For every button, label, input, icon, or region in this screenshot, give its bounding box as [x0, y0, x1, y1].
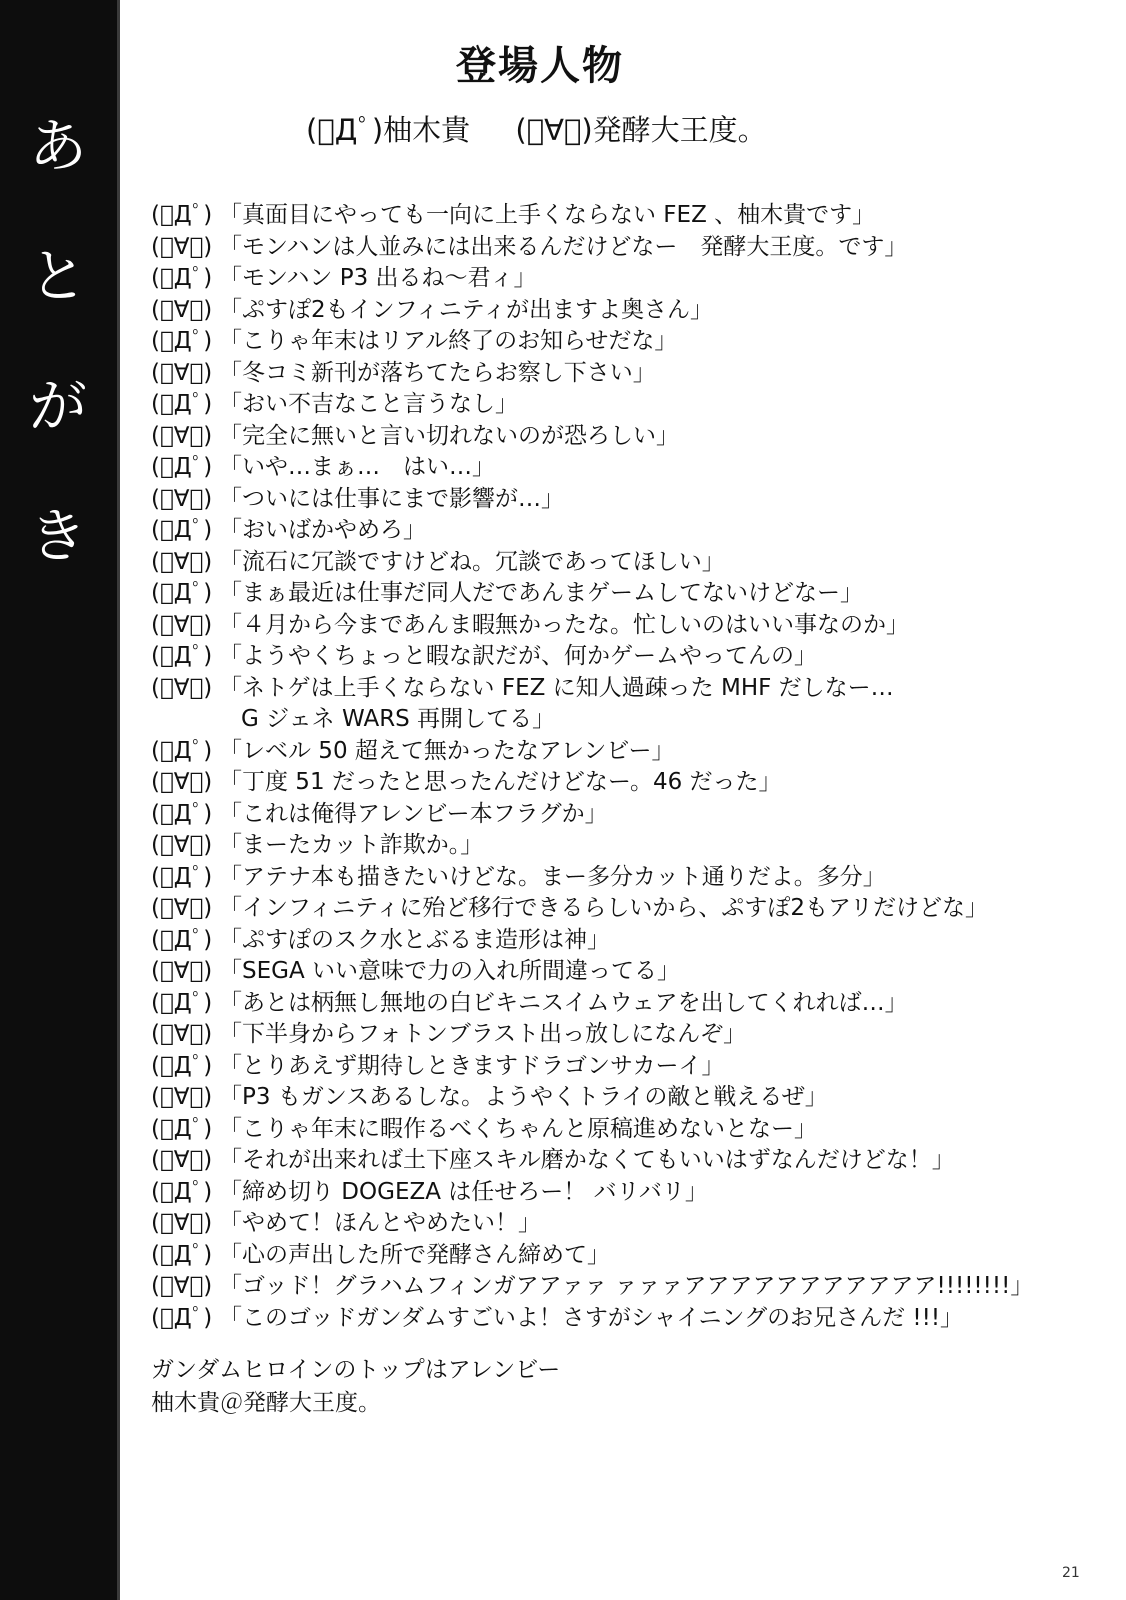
dialogue-line [151, 578, 1051, 610]
sidebar-title-char: き [28, 502, 87, 570]
dialogue-text: 「こりゃ年末に暇作るべくちゃんと原稿進めないとなー」 [219, 1115, 817, 1142]
speaker-emoticon: (ﾟ∀ﾟ) [151, 895, 213, 921]
speaker-emoticon: (ﾟДﾟ) [151, 1178, 213, 1205]
sidebar-divider [117, 0, 120, 1600]
dialogue-line [151, 295, 1051, 327]
dialogue-line [151, 862, 1051, 894]
speaker-emoticon: (ﾟ∀ﾟ) [151, 1084, 213, 1110]
sidebar-title-char: と [28, 242, 87, 310]
cast-member-yuzuki: (ﾟДﾟ)柚木貴 [306, 113, 471, 147]
dialogue-line [151, 1082, 1051, 1114]
speaker-emoticon: (ﾟДﾟ) [151, 926, 213, 953]
dialogue-line [151, 704, 1051, 736]
speaker-emoticon: (ﾟ∀ﾟ) [151, 548, 213, 575]
dialogue-line [151, 484, 1051, 516]
dialogue-text: 「これは俺得アレンビー本フラグか」 [219, 800, 608, 827]
dialogue-line [151, 389, 1051, 421]
signoff-signature: 柚木貴＠発酵大王度。 [151, 1390, 381, 1416]
speaker-emoticon: (ﾟДﾟ) [151, 989, 213, 1016]
dialogue-text: 「レベル 50 超えて無かったなアレンビー」 [219, 737, 675, 764]
dialogue-text: 「とりあえず期待しときますドラゴンサカーイ」 [219, 1052, 725, 1079]
speaker-emoticon: (ﾟ∀ﾟ) [151, 359, 213, 386]
dialogue-text: 「アテナ本も描きたいけどな。まー多分カット通りだよ。多分」 [219, 863, 886, 890]
dialogue-text: 「ようやくちょっと暇な訳だが、何かゲームやってんの」 [219, 643, 817, 669]
speaker-emoticon: (ﾟ∀ﾟ) [151, 611, 213, 638]
dialogue-text: 「おいばかやめろ」 [219, 517, 426, 543]
dialogue-text: 「それが出来れば土下座スキル磨かなくてもいいはずなんだけどな！」 [219, 1147, 955, 1173]
speaker-emoticon: (ﾟ∀ﾟ) [151, 1273, 213, 1299]
dialogue-line [151, 1271, 1051, 1303]
dialogue-text: 「いや…まぁ… はい…」 [219, 454, 495, 480]
dialogue-text: 「心の声出した所で発酵さん締めて」 [219, 1241, 610, 1268]
dialogue-line [151, 610, 1051, 642]
dialogue-line [151, 1114, 1051, 1146]
dialogue-line [151, 452, 1051, 484]
dialogue-line [151, 830, 1051, 862]
dialogue-block [151, 200, 1051, 1334]
dialogue-text: 「まぁ最近は仕事だ同人だであんまゲームしてないけどなー」 [219, 580, 863, 606]
dialogue-line [151, 1051, 1051, 1083]
dialogue-line [151, 200, 1051, 232]
dialogue-text: 「このゴッドガンダムすごいよ！さすがシャイニングのお兄さんだ !!!」 [219, 1304, 964, 1331]
dialogue-line [151, 232, 1051, 264]
dialogue-text: 「真面目にやっても一向に上手くならない FEZ 、柚木貴です」 [219, 202, 876, 228]
dialogue-text: 「締め切り DOGEZA は任せろー！ バリバリ」 [219, 1178, 708, 1205]
dialogue-text: 「ぷすぽのスク水とぶるま造形は神」 [219, 926, 610, 953]
speaker-emoticon: (ﾟДﾟ) [151, 737, 213, 764]
dialogue-line [151, 641, 1051, 673]
dialogue-line [151, 673, 1051, 705]
dialogue-text: 「ぷすぽ2もインフィニティが出ますよ奥さん」 [219, 296, 713, 323]
dialogue-line [151, 767, 1051, 799]
dialogue-line [151, 799, 1051, 831]
dialogue-text: 「まーたカット詐欺か。」 [219, 832, 484, 858]
afterword-sidebar [0, 0, 117, 1600]
dialogue-line [151, 1177, 1051, 1209]
speaker-emoticon: (ﾟДﾟ) [151, 1052, 213, 1079]
speaker-emoticon: (ﾟ∀ﾟ) [151, 1210, 213, 1236]
dialogue-line [151, 736, 1051, 768]
dialogue-line [151, 421, 1051, 453]
dialogue-line [151, 1208, 1051, 1240]
dialogue-line [151, 1145, 1051, 1177]
dialogue-text: 「P3 もガンスあるしな。ようやくトライの敵と戦えるぜ」 [219, 1084, 828, 1110]
speaker-emoticon: (ﾟДﾟ) [151, 863, 213, 890]
speaker-emoticon: (ﾟ∀ﾟ) [151, 1147, 213, 1173]
dialogue-line [151, 1303, 1051, 1335]
dialogue-text: 「冬コミ新刊が落ちてたらお察し下さい」 [219, 359, 656, 386]
dialogue-line [151, 358, 1051, 390]
cast-member-hakkou: (ﾟ∀ﾟ)発酵大王度。 [515, 113, 767, 147]
dialogue-text: 「あとは柄無し無地の白ビキニスイムウェアを出してくれれば…」 [219, 989, 908, 1016]
dialogue-text: 「丁度 51 だったと思ったんだけどなー。46 だった」 [219, 769, 782, 795]
speaker-emoticon: (ﾟ∀ﾟ) [151, 674, 213, 701]
dialogue-line [151, 1019, 1051, 1051]
sidebar-title-char: あ [28, 112, 87, 180]
dialogue-line [151, 515, 1051, 547]
speaker-emoticon: (ﾟ∀ﾟ) [151, 233, 213, 260]
dialogue-line [151, 988, 1051, 1020]
dialogue-text: 「モンハン P3 出るね～君ィ」 [219, 265, 537, 291]
speaker-emoticon: (ﾟДﾟ) [151, 202, 213, 228]
speaker-emoticon: (ﾟДﾟ) [151, 328, 213, 354]
dialogue-text: 「やめて！ほんとやめたい！」 [219, 1210, 541, 1236]
dialogue-line [151, 956, 1051, 988]
speaker-emoticon: (ﾟДﾟ) [151, 517, 213, 543]
dialogue-line [151, 925, 1051, 957]
speaker-emoticon: (ﾟ∀ﾟ) [151, 832, 213, 858]
signoff [151, 1354, 560, 1420]
speaker-emoticon: (ﾟ∀ﾟ) [151, 296, 213, 323]
cast-list [306, 108, 767, 149]
dialogue-line [151, 547, 1051, 579]
dialogue-text: G ジェネ WARS 再開してる」 [241, 706, 556, 732]
dialogue-text: 「おい不吉なこと言うなし」 [219, 391, 518, 417]
dialogue-line [151, 263, 1051, 295]
speaker-emoticon: (ﾟДﾟ) [151, 1115, 213, 1142]
dialogue-text: 「ついには仕事にまで影響が…」 [219, 485, 564, 512]
dialogue-line [151, 1240, 1051, 1272]
dialogue-text: 「モンハンは人並みには出来るんだけどなー 発酵大王度。です」 [219, 233, 908, 260]
page-number: 21 [1062, 1565, 1080, 1581]
speaker-emoticon: (ﾟДﾟ) [151, 1241, 213, 1268]
speaker-emoticon: (ﾟДﾟ) [151, 1304, 213, 1331]
dialogue-text: 「インフィニティに殆ど移行できるらしいから、ぷすぽ2もアリだけどな」 [219, 895, 989, 921]
speaker-emoticon: (ﾟДﾟ) [151, 265, 213, 291]
speaker-emoticon: (ﾟ∀ﾟ) [151, 769, 213, 795]
dialogue-text: 「完全に無いと言い切れないのが恐ろしい」 [219, 422, 679, 449]
dialogue-text: 「ネトゲは上手くならない FEZ に知人過疎った MHF だしなー… [219, 674, 894, 701]
speaker-emoticon: (ﾟДﾟ) [151, 580, 213, 606]
page-title: 登場人物 [456, 43, 624, 89]
speaker-emoticon: (ﾟДﾟ) [151, 800, 213, 827]
signoff-line: ガンダムヒロインのトップはアレンビー [151, 1357, 561, 1383]
speaker-emoticon: (ﾟ∀ﾟ) [151, 485, 213, 512]
dialogue-line [151, 326, 1051, 358]
speaker-emoticon: (ﾟ∀ﾟ) [151, 422, 213, 449]
dialogue-text: 「４月から今まであんま暇無かったな。忙しいのはいい事なのか」 [219, 611, 909, 638]
sidebar-title-char: が [28, 372, 87, 440]
dialogue-text: 「SEGA いい意味で力の入れ所間違ってる」 [219, 958, 680, 984]
sidebar-title [22, 100, 94, 582]
dialogue-text: 「ゴッド！グラハムフィンガアアァァ ァァァアアアアアアアアアアア!!!!!!!!」 [219, 1273, 1034, 1299]
speaker-emoticon: (ﾟДﾟ) [151, 643, 213, 669]
dialogue-text: 「流石に冗談ですけどね。冗談であってほしい」 [219, 548, 725, 575]
dialogue-line [151, 893, 1051, 925]
speaker-emoticon: (ﾟ∀ﾟ) [151, 1021, 213, 1047]
dialogue-text: 「下半身からフォトンブラスト出っ放しになんぞ」 [219, 1021, 747, 1047]
speaker-emoticon: (ﾟДﾟ) [151, 391, 213, 417]
speaker-emoticon: (ﾟДﾟ) [151, 454, 213, 480]
speaker-emoticon: (ﾟ∀ﾟ) [151, 958, 213, 984]
dialogue-text: 「こりゃ年末はリアル終了のお知らせだな」 [219, 328, 678, 354]
